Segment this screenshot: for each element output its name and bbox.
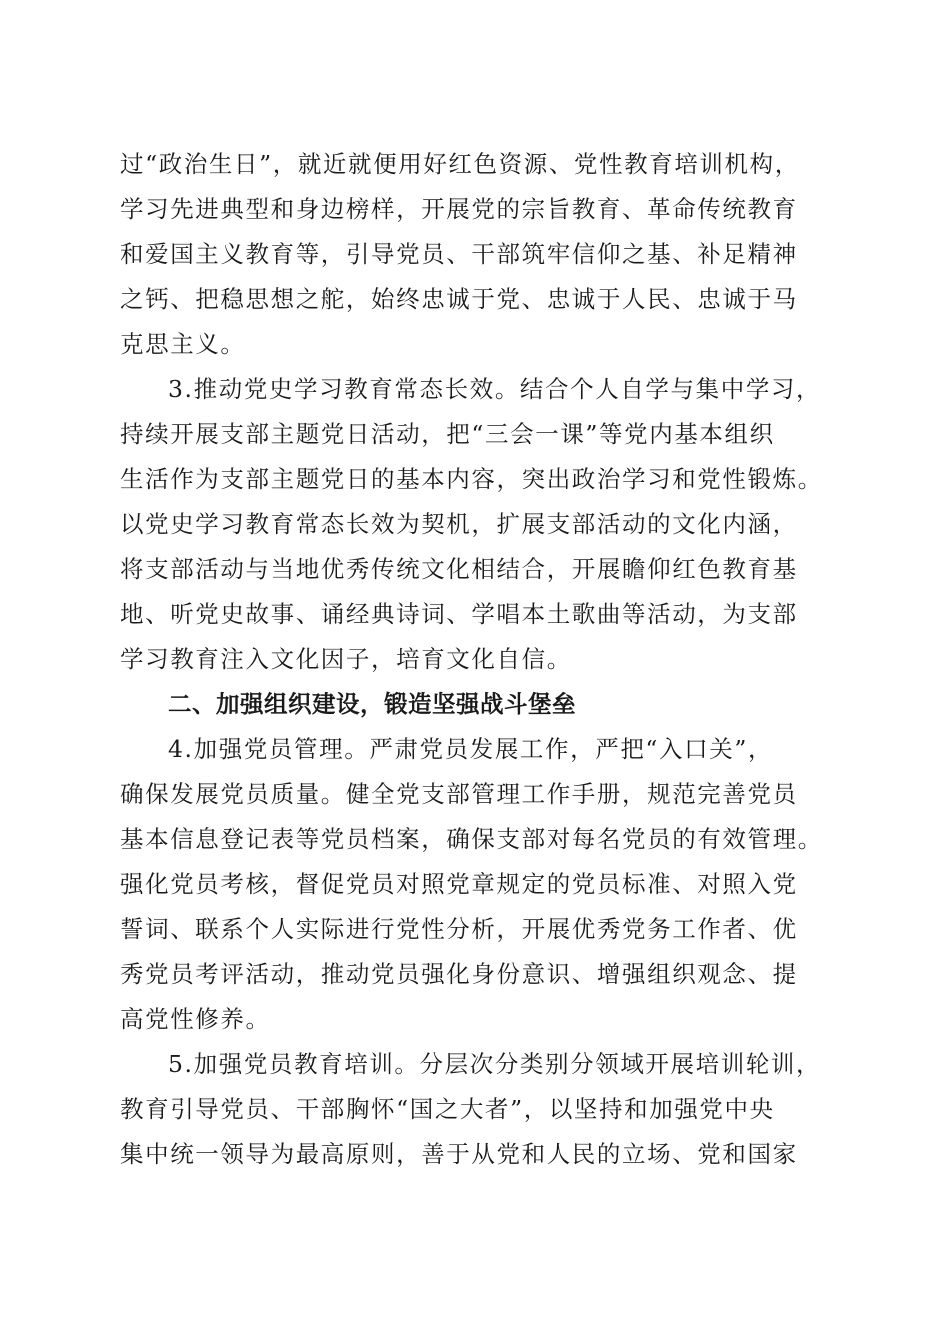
section-heading: 二、加强组织建设，锻造坚强战斗堡垒 bbox=[168, 690, 576, 718]
paragraph-line: 学习先进典型和身边榜样，开展党的宗旨教育、革命传统教育 bbox=[120, 195, 798, 223]
paragraph-line: 教育引导党员、干部胸怀“国之大者”，以坚持和加强党中央 bbox=[120, 1095, 775, 1123]
paragraph-line: 之钙、把稳思想之舵，始终忠诚于党、忠诚于人民、忠诚于马 bbox=[120, 285, 798, 313]
paragraph-line: 和爱国主义教育等，引导党员、干部筑牢信仰之基、补足精神 bbox=[120, 240, 798, 268]
paragraph-line: 确保发展党员质量。健全党支部管理工作手册，规范完善党员 bbox=[120, 780, 798, 808]
paragraph-line: 基本信息登记表等党员档案，确保支部对每名党员的有效管理。 bbox=[120, 825, 823, 853]
paragraph-line: 4.加强党员管理。严肃党员发展工作，严把“入口关”， bbox=[168, 735, 774, 763]
paragraph-line: 过“政治生日”，就近就便用好红色资源、党性教育培训机构， bbox=[120, 150, 800, 178]
paragraph-line: 以党史学习教育常态长效为契机，扩展支部活动的文化内涵， bbox=[120, 510, 798, 538]
paragraph-line: 持续开展支部主题党日活动，把“三会一课”等党内基本组织 bbox=[120, 420, 775, 448]
paragraph-line: 5.加强党员教育培训。分层次分类别分领域开展培训轮训， bbox=[168, 1050, 822, 1078]
paragraph-line: 3.推动党史学习教育常态长效。结合个人自学与集中学习， bbox=[168, 375, 822, 403]
paragraph-line: 地、听党史故事、诵经典诗词、学唱本土歌曲等活动，为支部 bbox=[120, 600, 798, 628]
paragraph-line: 高党性修养。 bbox=[120, 1005, 271, 1033]
paragraph-line: 学习教育注入文化因子，培育文化自信。 bbox=[120, 645, 572, 673]
paragraph-line: 强化党员考核，督促党员对照党章规定的党员标准、对照入党 bbox=[120, 870, 798, 898]
paragraph-line: 秀党员考评活动，推动党员强化身份意识、增强组织观念、提 bbox=[120, 960, 798, 988]
paragraph-line: 誓词、联系个人实际进行党性分析，开展优秀党务工作者、优 bbox=[120, 915, 798, 943]
paragraph-line: 生活作为支部主题党日的基本内容，突出政治学习和党性锻炼。 bbox=[120, 465, 823, 493]
paragraph-line: 克思主义。 bbox=[120, 330, 246, 358]
paragraph-line: 将支部活动与当地优秀传统文化相结合，开展瞻仰红色教育基 bbox=[120, 555, 798, 583]
paragraph-line: 集中统一领导为最高原则，善于从党和人民的立场、党和国家 bbox=[120, 1140, 798, 1168]
